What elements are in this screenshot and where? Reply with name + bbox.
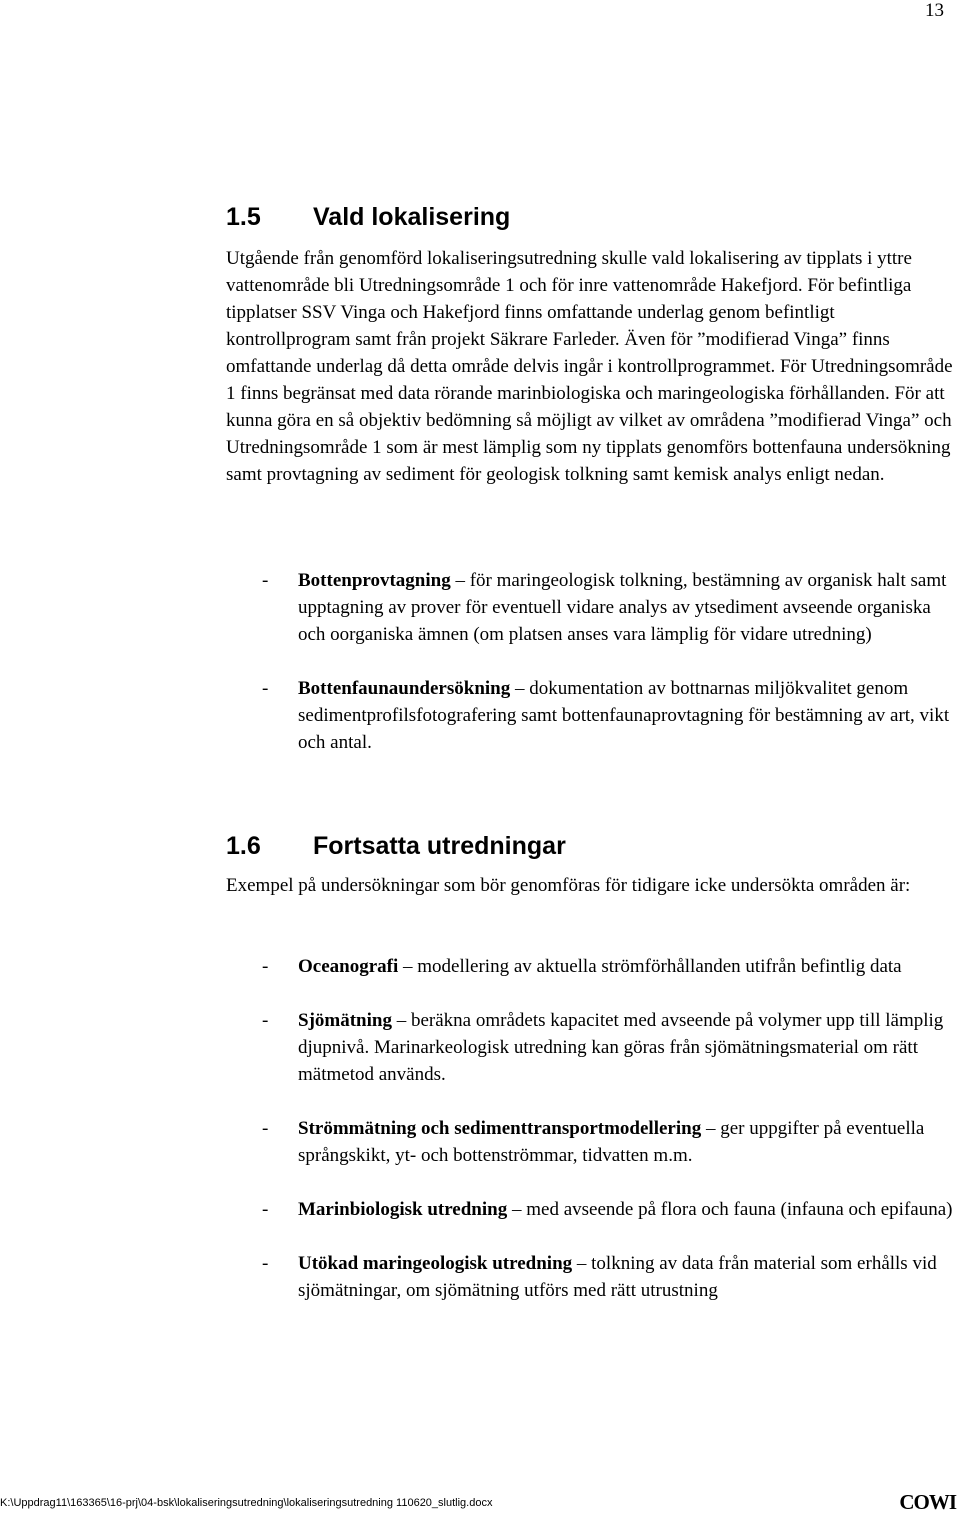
bullet-term: Bottenfaunaundersökning bbox=[298, 678, 511, 699]
bullet-dash: - bbox=[262, 1253, 269, 1274]
bullet-term: Sjömätning bbox=[298, 1010, 392, 1031]
bullet-term: Marinbiologisk utredning bbox=[298, 1199, 508, 1220]
section-paragraph: Utgående från genomförd lokaliseringsutredning skulle vald lokalisering av tipplats i yttre vattenområde bli Utredningsområde 1 och för inre vattenområde Hakefjord. För befintliga tipplatser SSV Vinga och Hakefjord finns omfattande underlag genom befintligt kontrollprogram samt från projekt Säkrare Farleder. Även för ”modifierad Vinga” finns omfattande underlag då detta område delvis ingår i kontrollprogrammet. För Utredningsområde 1 finns begränsat med data rörande marinbiologiska och maringeologiska förhållanden. För att kunna göra en så objektiv bedömning så möjligt av vilket av områdena ”modifierad Vinga” och Utredningsområde 1 som är mest lämplig som ny tipplats genomförs bottenfauna undersökning samt provtagning av sediment för geologisk tolkning samt kemisk analys enligt nedan. bbox=[226, 248, 953, 485]
bullet-term: Strömmätning och sedimenttransportmodellering bbox=[298, 1118, 702, 1139]
bullet-dash: - bbox=[262, 1118, 269, 1139]
bullet-text: – beräkna områdets kapacitet med avseende på volymer upp till lämplig djupnivå. Marinarkeologisk utredning kan göras från sjömätningsmaterial om rätt mätmetod används. bbox=[298, 1010, 944, 1085]
bullet-text: – med avseende på flora och fauna (infauna och epifauna) bbox=[507, 1199, 953, 1220]
bullet-text: – ger uppgifter på eventuella språngskikt, yt- och bottenströmmar, tidvatten m.m. bbox=[298, 1118, 925, 1166]
bullet-text: – modellering av aktuella strömförhållanden utifrån befintlig data bbox=[398, 956, 902, 977]
section-number: 1.5 bbox=[226, 203, 261, 231]
list-item bbox=[226, 953, 956, 980]
bullet-dash: - bbox=[262, 956, 269, 977]
bullet-dash: - bbox=[262, 1199, 269, 1220]
bullet-dash: - bbox=[262, 678, 269, 699]
bullet-dash: - bbox=[262, 570, 269, 591]
section-heading-1-5 bbox=[226, 203, 510, 232]
page-number: 13 bbox=[925, 0, 944, 21]
bullet-term: Oceanografi bbox=[298, 956, 399, 977]
bullet-dash: - bbox=[262, 1010, 269, 1031]
bullet-text: – dokumentation av bottnarnas miljökvalitet genom sedimentprofilsfotografering samt bottenfaunaprovtagning för bestämning av art, vikt och antal. bbox=[298, 678, 950, 753]
list-item bbox=[226, 1250, 956, 1304]
list-item bbox=[226, 1007, 956, 1088]
footer-file-path: K:\Uppdrag11\163365\16-prj\04-bsk\lokaliseringsutredning\lokaliseringsutredning 110620_slutlig.docx bbox=[0, 1497, 493, 1509]
bullet-text: – tolkning av data från material som erhålls vid sjömätningar, om sjömätning utförs med rätt utrustning bbox=[298, 1253, 937, 1301]
bullet-text: – för maringeologisk tolkning, bestämning av organisk halt samt upptagning av prover för eventuell vidare analys av ytsediment avseende organiska och oorganiska ämnen (om platsen anses vara lämplig för vidare utredning) bbox=[298, 570, 947, 645]
section-title: Fortsatta utredningar bbox=[313, 832, 566, 860]
section-heading-1-6 bbox=[226, 832, 566, 861]
section-number: 1.6 bbox=[226, 832, 261, 860]
bullet-term: Utökad maringeologisk utredning bbox=[298, 1253, 573, 1274]
cowi-logo: COWI bbox=[899, 1490, 956, 1514]
bullet-list-1-5 bbox=[226, 567, 956, 756]
section-paragraph: Exempel på undersökningar som bör genomföras för tidigare icke undersökta områden är: bbox=[226, 875, 911, 896]
list-item bbox=[226, 1115, 956, 1169]
bullet-term: Bottenprovtagning bbox=[298, 570, 451, 591]
list-item bbox=[226, 1196, 956, 1223]
bullet-list-1-6 bbox=[226, 953, 956, 1304]
list-item bbox=[226, 675, 956, 756]
list-item bbox=[226, 567, 956, 648]
section-title: Vald lokalisering bbox=[313, 203, 511, 231]
